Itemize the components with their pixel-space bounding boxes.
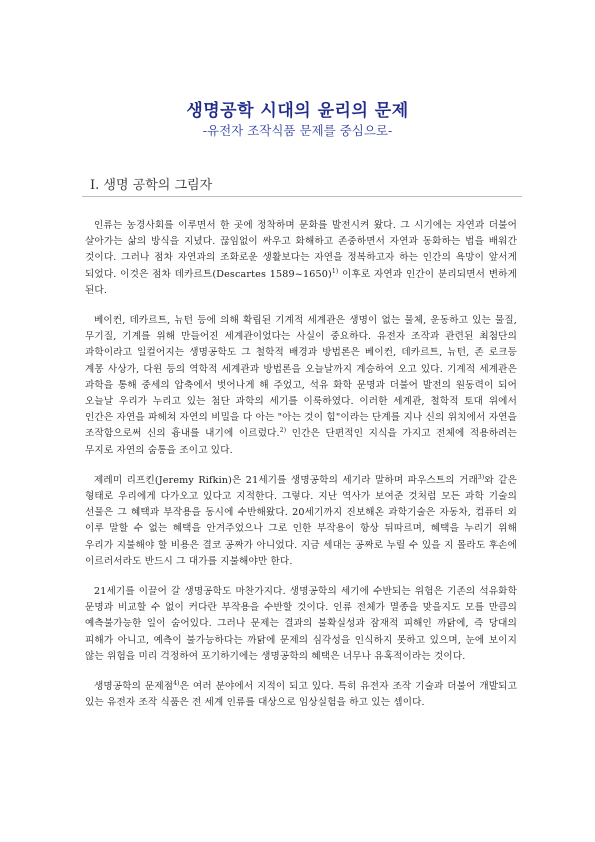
body-paragraph [85, 473, 517, 570]
footnote-marker: 4) [173, 679, 180, 687]
page-title: 생명공학 시대의 윤리의 문제 [186, 101, 409, 121]
body-paragraph [85, 679, 517, 711]
paragraph-text: 21세기를 이끌어 갈 생명공학도 마찬가지다. 생명공학의 세기에 수반되는 위험은 기존의 석유화학 문명과 비교할 수 없이 커다란 부작용을 수반할 것이다. 인류 전체가 멸종을 맞을지도 모를 만큼의 예측불가능한 일이 숨어있다. 그러나 문제는 결과의 불확실성과 잠재적 피해인 까닭에, 즉 당대의 피해가 아니고, 예측이 불가능하다는 까닭에 문제의 심각성을 인식하지 못하고 있으며, 눈에 보이지 않는 위험을 미리 걱정하여 포기하기에는 생명공학의 혜택은 너무나 유혹적이라는 것이다. [85, 586, 517, 662]
body-paragraph [85, 218, 517, 299]
paragraph-text: 제레미 리프킨(Jeremy Rifkin)은 21세기를 생명공학의 세기라 말하며 파우스트의 거래 [94, 474, 478, 486]
paragraph-text: 은 여러 분야에서 지적이 되고 있다. 특히 유전자 조작 기술과 더불어 개발되고 있는 유전자 조작 식품은 전 세계 인류를 대상으로 임상실험을 하고 있는 셈이다. [85, 681, 517, 709]
section-divider [82, 196, 522, 197]
body-paragraph [85, 584, 517, 665]
paragraph-text: 와 같은 형태로 우리에게 다가오고 있다고 지적한다. 그렇다. 지난 역사가 보여준 것처럼 모든 과학 기술의 선물은 그 혜택과 부작용을 동시에 수반해왔다. 20세기까지 진보해온 과학기술은 자동차, 컴퓨터 외 이루 말할 수 없는 혜택을 안겨주었으나 그로 인한 부작용이 항상 뒤따르며, 혜택을 누리기 위해 우리가 지불해야 할 비용은 결코 공짜가 아니었다. 지금 세대는 공짜로 누릴 수 있을 지 몰라도 후손에 이르러서라도 반드시 그 대가를 지불해야만 한다. [85, 474, 518, 567]
page-subtitle: -유전자 조작식품 문제를 중심으로- [202, 123, 393, 138]
body-text [85, 218, 517, 711]
section-heading: Ⅰ. 생명 공학의 그림자 [90, 178, 213, 193]
footnote-marker: 1) [331, 267, 339, 275]
footnote-marker: 3) [477, 473, 485, 481]
paragraph-text: 이후로 자연과 인간이 분리되면서 변하게 된다. [85, 268, 517, 296]
paragraph-text: 베이컨, 데카르트, 뉴턴 등에 의해 확립된 기계적 세계관은 생명이 없는 물체, 운동하고 있는 물질, 무기질, 기계를 위해 만들어진 세계관이었다는 사실이 중요하다. 유전자 조작과 관련된 최첨단의 과학이라고 일컬어지는 생명공학도 그 철학적 배경과 방법론은 베이컨, 데카르트, 뉴턴, 존 로크등 계몽 사상가, 다윈 등의 역학적 세계관과 방법론을 오늘날까지 계승하여 오고 있다. 기계적 세계관은 과학을 통해 중세의 압축에서 벗어나게 해 주었고, 석유 화학 문명과 더불어 발전의 원동력이 되어 오늘날 우리가 누리고 있는 첨단 과학의 세기를 이룩하였다. 이러한 세계관, 철학적 토대 위에서 인간은 자연을 파헤쳐 자연의 비밀을 다 아는 "아는 것이 힘"이라는 단계를 지나 신의 위치에서 자연을 조작함으로써 신의 흉내를 내기에 이르렀다. [85, 315, 517, 440]
paragraph-text: 인간은 단편적인 지식을 가지고 전체에 적용하려는 무지로 자연의 숨통을 조이고 있다. [85, 428, 517, 456]
paragraph-text: 인류는 농경사회를 이루면서 한 곳에 정착하며 문화를 발전시켜 왔다. 그 시기에는 자연과 더불어 살아가는 삶의 방식을 지녔다. 끊임없이 싸우고 화해하고 존중하면서 자연과 동화하는 법을 배워간 것이다. 그러나 점차 자연과의 조화로운 생활보다는 자연을 정복하고자 하는 인간의 욕망이 앞서게 되었다. 이것은 점차 데카르트(Descartes 1589~1650) [85, 220, 517, 280]
footnote-marker: 2) [279, 427, 287, 435]
paragraph-text: 생명공학의 문제점 [94, 681, 174, 693]
body-paragraph [85, 313, 517, 459]
